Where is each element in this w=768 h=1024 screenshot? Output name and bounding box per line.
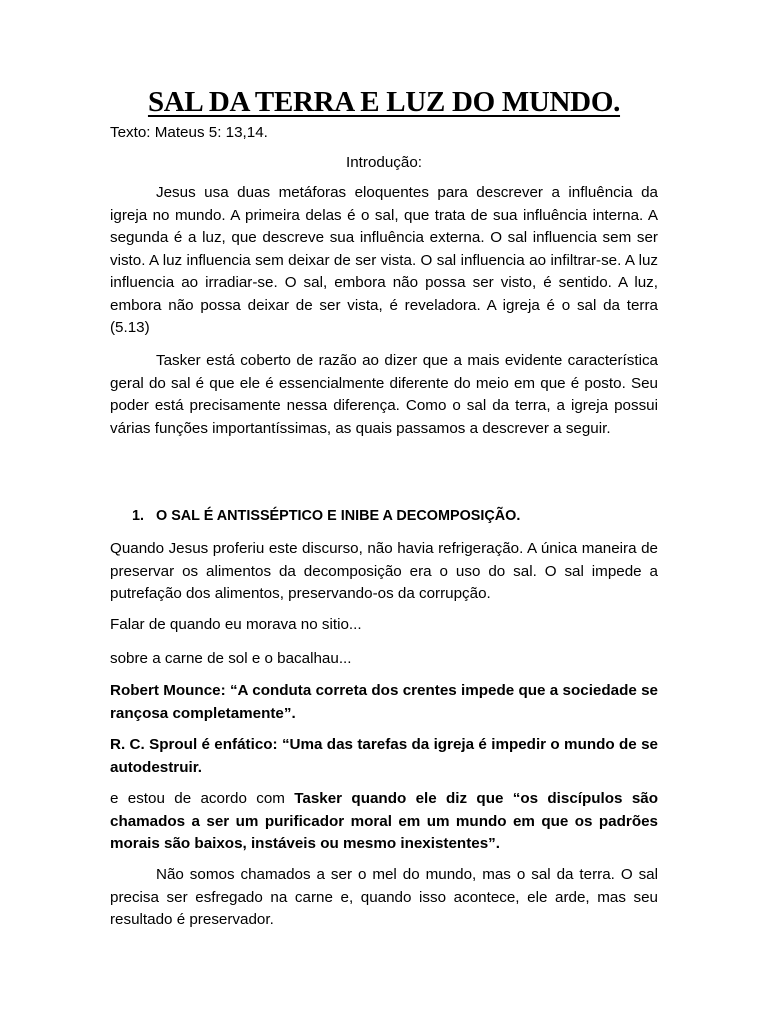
tasker-intro-text: e estou de acordo com [110,790,295,807]
paragraph-note-sitio: Falar de quando eu morava no sitio... [110,616,362,633]
document-title: SAL DA TERRA E LUZ DO MUNDO. [147,86,621,118]
paragraph-intro: Jesus usa duas metáforas eloquentes para descrever a influência da igreja no mundo. A primeira delas é o sal, que trata de sua influência interna. A segunda é a luz, que descreve sua influência externa. O sal influencia sem ser visto. A luz influencia sem deixar de ser vista. O sal influencia ao infiltrar-se. A luz influencia ao irradiar-se. O sal, embora não possa ser visto, é sentido. A luz, embora não possa deixar de ser vista, é reveladora. A igreja é o sal da terra (5.13) [110,184,658,336]
tasker-quote-text: Tasker quando ele diz que “os discípulos são chamados a ser um purificador moral em um mundo em que os padrões morais são baixos, instáveis ou mesmo inexistentes”. [110,790,658,852]
scripture-reference: Texto: Mateus 5: 13,14. [110,124,268,141]
section-heading-1 [132,506,520,526]
mounce-quote-text: Robert Mounce: “A conduta correta dos crentes impede que a sociedade se rançosa completamente”. [110,682,658,722]
paragraph-tasker-quote [110,788,658,856]
paragraph-note-carne: sobre a carne de sol e o bacalhau... [110,650,352,667]
section-heading-number: 1. [132,508,145,524]
paragraph-refrigeration: Quando Jesus proferiu este discurso, não havia refrigeração. A única maneira de preservar os alimentos da decomposição era o uso do sal. O sal impede a putrefação dos alimentos, preservando-os da corrupção. [110,540,658,602]
section-heading-text: O SAL É ANTISSÉPTICO E INIBE A DECOMPOSIÇÃO. [156,508,521,524]
paragraph-mounce-quote [110,680,658,725]
paragraph-sproul-quote [110,734,658,779]
paragraph-mel-do-mundo: Não somos chamados a ser o mel do mundo, mas o sal da terra. O sal precisa ser esfregado na carne e, quando isso acontece, ele arde, mas seu resultado é preservador. [110,866,658,928]
paragraph-tasker: Tasker está coberto de razão ao dizer que a mais evidente característica geral do sal é que ele é essencialmente diferente do meio em que é posto. Seu poder está precisamente nessa diferença. Como o sal da terra, a igreja possui várias funções importantíssimas, as quais passamos a descrever a seguir. [110,352,658,437]
sproul-quote-text: R. C. Sproul é enfático: “Uma das tarefas da igreja é impedir o mundo de se autodestruir. [110,736,658,776]
section-label-introduction: Introdução: [346,154,422,171]
